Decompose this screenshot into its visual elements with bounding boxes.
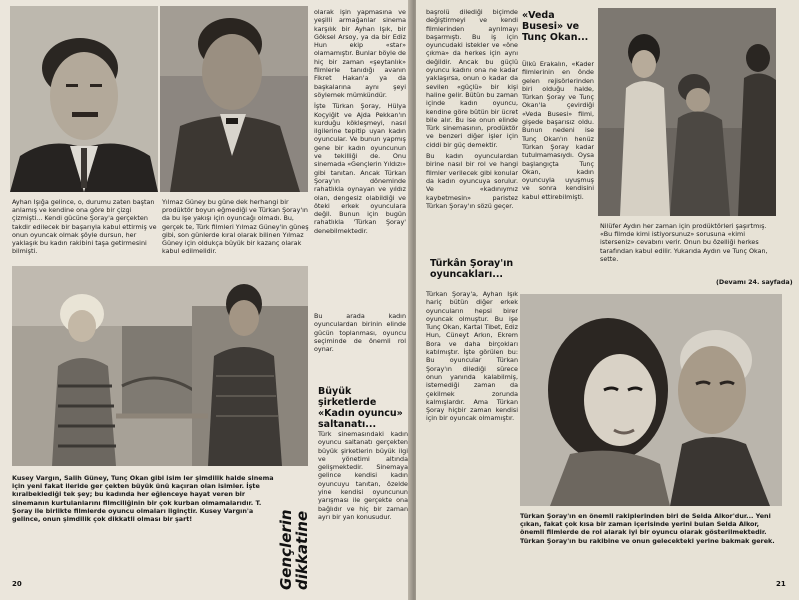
caption-top-right: Nilüfer Aydın her zaman için prodüktörleri şaşırtmış. «Bu filmde kimi istiyorsunuz» sorusuna «kimi isterseniz» cevabını verir. Onun bu özelliği herkes tarafından kabul edilir. Yukarıda Aydın ve Tunç Okan, sette. [600,222,768,263]
heading-turkan-oyuncaklari: Türkân Şoray'ın oyuncakları... [430,258,514,280]
caption-bottom-right: Türkan Şoray'ın en önemli rakiplerinden biri de Selda Alkor'dur... Yeni çıkan, fakat çok kısa bir zaman içerisinde yerini bulan Selda Alkor, önemli filmlerde de rol alarak iyi bir oyuncu olarak gösterilmektedir. Türkan Şoray'ın bu rakibine ve onun gelecekteki yerine bakmak gerek. [520,512,775,545]
right-text-column [426,8,518,248]
page-number-right: 21 [776,580,786,588]
right-column-paragraph-4: Ülkü Erakalın, «Kader filmlerinin en önde gelen rejisörlerinden biri olduğu halde, Türkan Şoray ve Tunç Okan'la çevirdiği «Veda Busesi» filmi, gişede başarısız oldu. Bunun nedeni ise Tunç Okan'ın henüz Türkan Şoray kadar tutulmamasıydı. Oysa başlangıçta Tunç Okan, kadın oyuncuyla uyuşmuş ve sonra kendisini kabul ettirebilmişti. [522,60,594,201]
caption-top-left: Ayhan Işığa gelince, o, durumu zaten baştan anlamış ve kendine ona göre bir çizgi çizmişti... Kendi gücüne Şoray'a gerçekten takdir edilecek bir başarıyla kabul ettirmiş ve onun oyuncak olmak şöyle dursun, her yaklaşık bu kadın rakibini taşa getirmesini bilmişti. [12,198,157,256]
caption-top-right: Yılmaz Güney bu güne dek herhangi bir prodüktör boyun eğmediği ve Türkan Şoray'ın da bu işe yakışı için oyuncağı olmadı. Bu, gerçek te, Türk filmleri Yılmaz Güney'in güneş gibi, son günlerde kıral olarak bilinen Yılmaz Güney için oldukça büyük bir kazanç olarak kabul edilmelidir. [162,198,309,256]
left-column-paragraph-2: İşte Türkan Şoray, Hülya Koçyiğit ve Ajda Pekkan'ın kurduğu kökleşmeyi, nasıl ilgilerine tepitip uyan kadın oyuncular. Ve bunun yapmış gene bir kadın oyuncunun ve tekilliği de. Onu sinemada «Gençlerin Yıldızı» gibi tanıtan. Ancak Türkan Şoray'ın döneminde rahatlıkla oynayan ve yıldız olan, dengesiz olabildiği ve öteki erkek oyunculara değil. Bunun için bugün rahatlıkla 'Türkan Şoray' denebilmektedir. [314,102,406,235]
continuation-note: (Devamı 24. sayfada) [716,278,793,286]
right-text-column-3 [426,290,518,590]
right-column-paragraph-1: başrolü dilediği biçimde değiştirmeyi ve kendi filmlerinden ayrılmayı başarmıştı. Bu iş için oyuncudaki istekler ve «öne çıkma» da herkes için aynı değildir. Ancak bu güçlü oyuncu kadını ona ne kadar yaklaşırsa, onun o kadar da sevilen «güçlü» bir kişi haline gelir. Bütün bu zaman içinde kadın oyuncu, kendine göre bütün bir ücret bile alır. Bu ise onun elinde Türk sinemasının, prodüktör ve benzeri diğer işler için ciddi bir güç demektir. [426,8,518,149]
left-column-paragraph-3: Türk sinemasındaki kadın oyuncu saltanatı gerçekten büyük şirketlerin büyük ilgi ve yönetimi altında gelişmektedir. Sinemaya gelince kendisi kadın oyuncuyu tanıtan, özelde yine kendisi oyuncunun yarışması ile gerçekte ona bağlıdır ve hiç bir zaman ayrı bir yan konusudur. [318,430,408,521]
left-column-paragraph-2b: Bu arada kadın oyunculardan birinin elinde gücün toplanması, oyuncu seçiminde de önemli rol oynar. [314,312,406,354]
left-text-column [314,8,406,308]
vertical-heading: Gençlerin dikkatine [277,509,311,590]
page-number-left: 20 [12,580,22,588]
photo-selda-alkor [520,294,782,506]
heading-veda-busesi: «Veda Busesi» ve Tunç Okan... [522,10,589,43]
heading-big-companies: Büyük şirketlerde «Kadın oyuncu» saltanatı... [318,386,403,430]
right-column-paragraph-3: Türkan Şoray'a, Ayhan Işık hariç bütün diğer erkek oyuncuların hepsi birer oyuncak olmuştur. Bu işe Tunç Okan, Kartal Tibet, Ediz Hun, Cüneyt Arkın, Ekrem Bora ve daha birçokları katılmıştır. İşte görülen bu: Bu oyuncular Türkan Şoray'ın dilediği sürece onun yanında kalabilmiş, istemediği zaman da çekilmek zorunda kalmışlardır. Ama Türkan Şoray hiçbir zaman kendisi için bir oyuncak olmamıştır. [426,290,518,423]
caption-bottom-left: Kusey Vargın, Salih Güney, Tunç Okan gibi isim ler şimdilik halde sinema için yeni fakat ileride ger çekten büyük ünü kaçıran olan isimler. İşte kıralbeklediği tek şey; bu kadında her eğlenceye hayat veren bir sinemanın kurtulanlarını filmciliğinin bir çok kurban olmamalarıdır. T. Şoray ile birlikte filmlerde oyuncu olmaları ilginçtir. Kusey Vargın'a gelince, onun şimdilik çok dikkatli olması bir şart! [12,474,274,524]
left-column-paragraph-1: olarak işin yapmasına ve yeşilli armağanlar sinema karşılık bir Ayhan Işık, bir Göksel Arsoy, ya da bir Ediz Hun ekip «star» olamamıştır. Bunlar böyle de hiç bir zaman «şeytanlık» filmlerle tanıdığı avanın Fikret Hakan'a ya da başkalarına aynı şeyi söylemek mümkündür. [314,8,406,99]
photo-ayhan-isik [10,6,158,192]
right-text-column-4 [522,60,594,288]
photo-yilmaz-guney [160,6,308,192]
left-text-column-3 [318,430,408,592]
right-page [416,0,799,600]
photo-couple-street [12,266,308,466]
right-column-paragraph-2: Bu kadın oyunculardan birine nasıl bir rol ve hangi filmler verilecek gibi konular da kadın oyuncuya sorulur. Ve «kadınıymız kaybetmesin» paristez Türkan Şoray'ın sözü geçer. [426,152,518,210]
photo-studio-set [598,8,776,216]
